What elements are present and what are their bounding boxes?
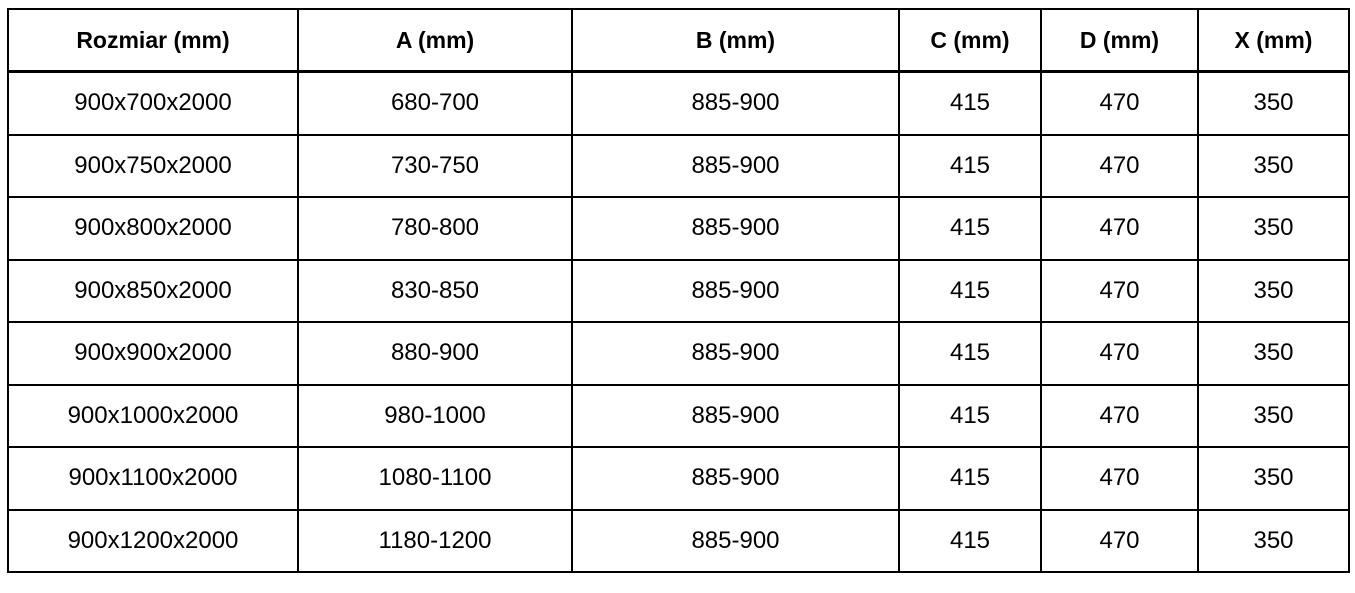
table-cell-c: 415 bbox=[899, 135, 1041, 198]
size-table bbox=[7, 8, 1350, 573]
table-cell-b: 885-900 bbox=[572, 260, 899, 323]
table-cell-rozmiar: 900x1100x2000 bbox=[8, 447, 298, 510]
table-cell-d: 470 bbox=[1041, 260, 1198, 323]
table-cell-d: 470 bbox=[1041, 510, 1198, 573]
table-cell-x: 350 bbox=[1198, 447, 1349, 510]
column-header-a: A (mm) bbox=[298, 9, 572, 72]
table-cell-rozmiar: 900x750x2000 bbox=[8, 135, 298, 198]
table-cell-c: 415 bbox=[899, 510, 1041, 573]
table-cell-a: 780-800 bbox=[298, 197, 572, 260]
table-cell-x: 350 bbox=[1198, 197, 1349, 260]
table-cell-d: 470 bbox=[1041, 135, 1198, 198]
table-cell-a: 980-1000 bbox=[298, 385, 572, 448]
table-row bbox=[8, 72, 1349, 135]
table-cell-d: 470 bbox=[1041, 197, 1198, 260]
table-cell-a: 880-900 bbox=[298, 322, 572, 385]
column-header-rozmiar: Rozmiar (mm) bbox=[8, 9, 298, 72]
table-cell-x: 350 bbox=[1198, 135, 1349, 198]
table-cell-x: 350 bbox=[1198, 385, 1349, 448]
table-cell-c: 415 bbox=[899, 447, 1041, 510]
table-cell-x: 350 bbox=[1198, 260, 1349, 323]
table-cell-b: 885-900 bbox=[572, 72, 899, 135]
table-cell-c: 415 bbox=[899, 322, 1041, 385]
table-row bbox=[8, 260, 1349, 323]
table-cell-a: 1080-1100 bbox=[298, 447, 572, 510]
table-cell-b: 885-900 bbox=[572, 322, 899, 385]
column-header-b: B (mm) bbox=[572, 9, 899, 72]
table-row bbox=[8, 197, 1349, 260]
column-header-x: X (mm) bbox=[1198, 9, 1349, 72]
table-cell-c: 415 bbox=[899, 260, 1041, 323]
table-cell-a: 680-700 bbox=[298, 72, 572, 135]
table-cell-d: 470 bbox=[1041, 322, 1198, 385]
table-cell-d: 470 bbox=[1041, 447, 1198, 510]
table-cell-c: 415 bbox=[899, 385, 1041, 448]
header-row bbox=[8, 9, 1349, 72]
table-cell-a: 830-850 bbox=[298, 260, 572, 323]
table-cell-d: 470 bbox=[1041, 72, 1198, 135]
table-cell-x: 350 bbox=[1198, 322, 1349, 385]
table-row bbox=[8, 447, 1349, 510]
table-cell-b: 885-900 bbox=[572, 447, 899, 510]
table-cell-b: 885-900 bbox=[572, 510, 899, 573]
table-cell-rozmiar: 900x1000x2000 bbox=[8, 385, 298, 448]
size-table-container bbox=[7, 8, 1350, 573]
table-row bbox=[8, 135, 1349, 198]
table-cell-rozmiar: 900x850x2000 bbox=[8, 260, 298, 323]
table-cell-d: 470 bbox=[1041, 385, 1198, 448]
column-header-c: C (mm) bbox=[899, 9, 1041, 72]
table-cell-c: 415 bbox=[899, 197, 1041, 260]
table-cell-a: 730-750 bbox=[298, 135, 572, 198]
table-row bbox=[8, 385, 1349, 448]
table-cell-rozmiar: 900x800x2000 bbox=[8, 197, 298, 260]
table-cell-b: 885-900 bbox=[572, 385, 899, 448]
table-cell-rozmiar: 900x1200x2000 bbox=[8, 510, 298, 573]
table-cell-rozmiar: 900x700x2000 bbox=[8, 72, 298, 135]
table-cell-x: 350 bbox=[1198, 510, 1349, 573]
table-cell-x: 350 bbox=[1198, 72, 1349, 135]
table-cell-a: 1180-1200 bbox=[298, 510, 572, 573]
column-header-d: D (mm) bbox=[1041, 9, 1198, 72]
table-row bbox=[8, 510, 1349, 573]
table-row bbox=[8, 322, 1349, 385]
table-cell-rozmiar: 900x900x2000 bbox=[8, 322, 298, 385]
table-cell-c: 415 bbox=[899, 72, 1041, 135]
table-cell-b: 885-900 bbox=[572, 135, 899, 198]
table-cell-b: 885-900 bbox=[572, 197, 899, 260]
